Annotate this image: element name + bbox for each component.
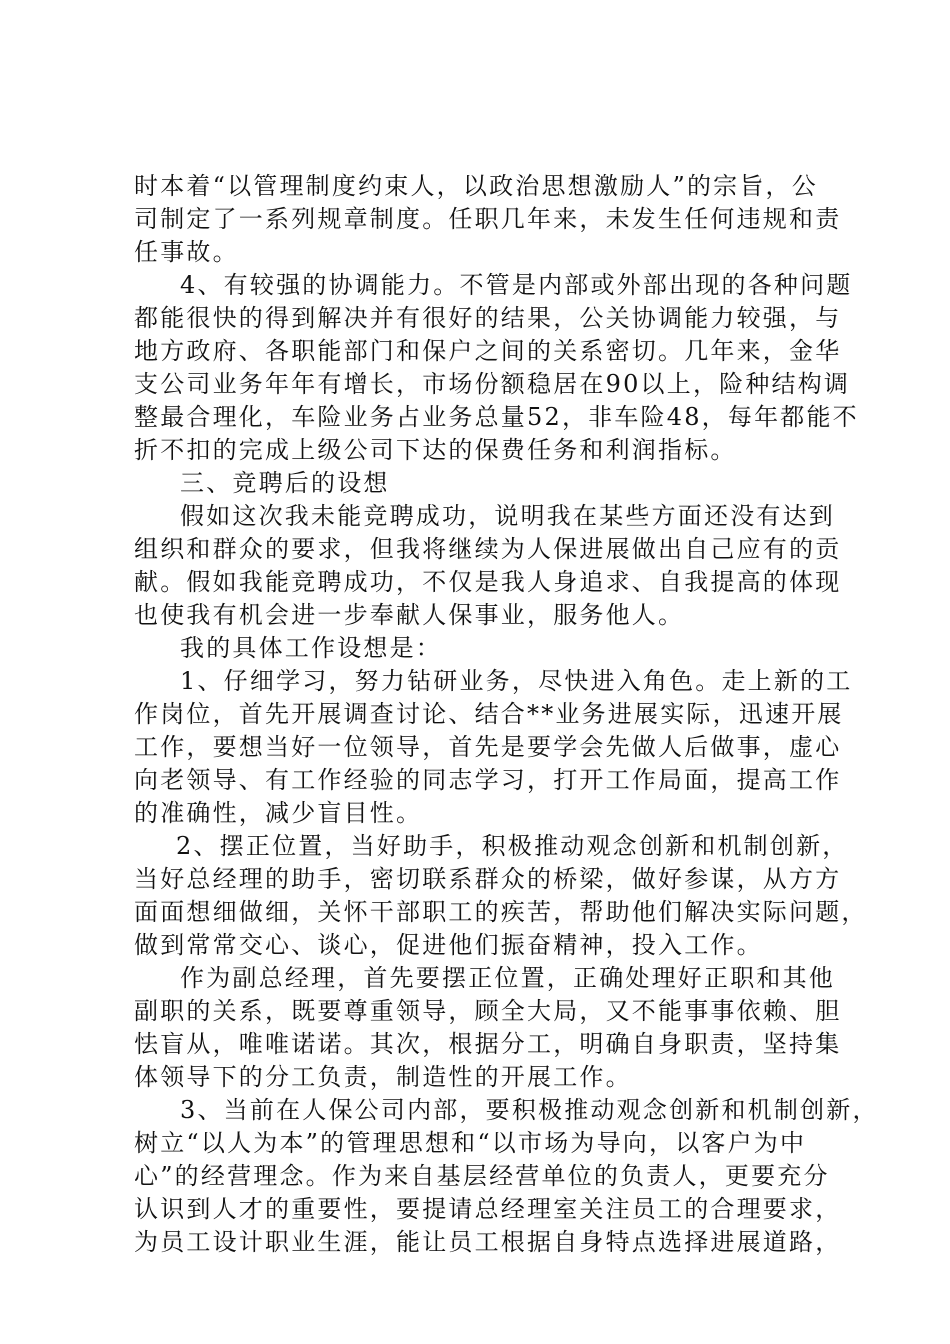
- text-line: 工作，要想当好一位领导，首先是要学会先做人后做事，虚心: [134, 733, 842, 761]
- text-line: 的准确性，减少盲目性。: [134, 799, 423, 827]
- text-line: 也使我有机会进一步奉献人保事业，服务他人。: [134, 601, 685, 629]
- text-line: 我的具体工作设想是：: [180, 634, 442, 662]
- text-line: 时本着“以管理制度约束人，以政治思想激励人”的宗旨，公: [134, 172, 818, 200]
- text-line: 副职的关系，既要尊重领导，顾全大局，又不能事事依赖、胆: [134, 997, 842, 1025]
- text-line: 任事故。: [134, 238, 239, 266]
- text-line: 做到常常交心、谈心，促进他们振奋精神，投入工作。: [134, 931, 763, 959]
- text-line: 怯盲从，唯唯诺诺。其次，根据分工，明确自身职责，坚持集: [134, 1030, 842, 1058]
- text-line: 都能很快的得到解决并有很好的结果，公关协调能力较强，与: [134, 304, 842, 332]
- text-line: 折不扣的完成上级公司下达的保费任务和利润指标。: [134, 436, 737, 464]
- text-line: 树立“以人为本”的管理思想和“以市场为导向，以客户为中: [134, 1129, 807, 1157]
- text-line: 为员工设计职业生涯，能让员工根据自身特点选择进展道路，: [134, 1228, 842, 1256]
- text-line: 假如这次我未能竞聘成功，说明我在某些方面还没有达到: [180, 502, 835, 530]
- text-line: 4、有较强的协调能力。不管是内部或外部出现的各种问题: [180, 271, 853, 299]
- section-heading: 三、竞聘后的设想: [180, 469, 390, 497]
- text-line: 面面想细做细，关怀干部职工的疾苦，帮助他们解决实际问题，: [134, 898, 868, 926]
- text-line: 3、当前在人保公司内部，要积极推动观念创新和机制创新，: [180, 1096, 879, 1124]
- text-line: 组织和群众的要求，但我将继续为人保进展做出自己应有的贡: [134, 535, 842, 563]
- text-line: 整最合理化，车险业务占业务总量52，非车险48，每年都能不: [134, 403, 859, 431]
- text-line: 司制定了一系列规章制度。任职几年来，未发生任何违规和责: [134, 205, 842, 233]
- text-line: 地方政府、各职能部门和保户之间的关系密切。几年来，金华: [134, 337, 842, 365]
- text-line: 2、摆正位置，当好助手，积极推动观念创新和机制创新，: [176, 832, 849, 860]
- text-line: 作岗位，首先开展调查讨论、结合**业务进展实际，迅速开展: [134, 700, 844, 728]
- text-line: 认识到人才的重要性，要提请总经理室关注员工的合理要求，: [134, 1195, 842, 1223]
- text-line: 作为副总经理，首先要摆正位置，正确处理好正职和其他: [180, 964, 835, 992]
- text-line: 献。假如我能竞聘成功，不仅是我人身追求、自我提高的体现: [134, 568, 842, 596]
- document-body: [134, 170, 879, 1259]
- text-line: 向老领导、有工作经验的同志学习，打开工作局面，提高工作: [134, 766, 842, 794]
- text-line: 当好总经理的助手，密切联系群众的桥梁，做好参谋，从方方: [134, 865, 842, 893]
- text-line: 体领导下的分工负责，制造性的开展工作。: [134, 1063, 632, 1091]
- text-line: 心”的经营理念。作为来自基层经营单位的负责人，更要充分: [134, 1162, 830, 1190]
- text-line: 支公司业务年年有增长，市场份额稳居在90以上，险种结构调: [134, 370, 851, 398]
- text-line: 1、仔细学习，努力钻研业务，尽快进入角色。走上新的工: [180, 667, 853, 695]
